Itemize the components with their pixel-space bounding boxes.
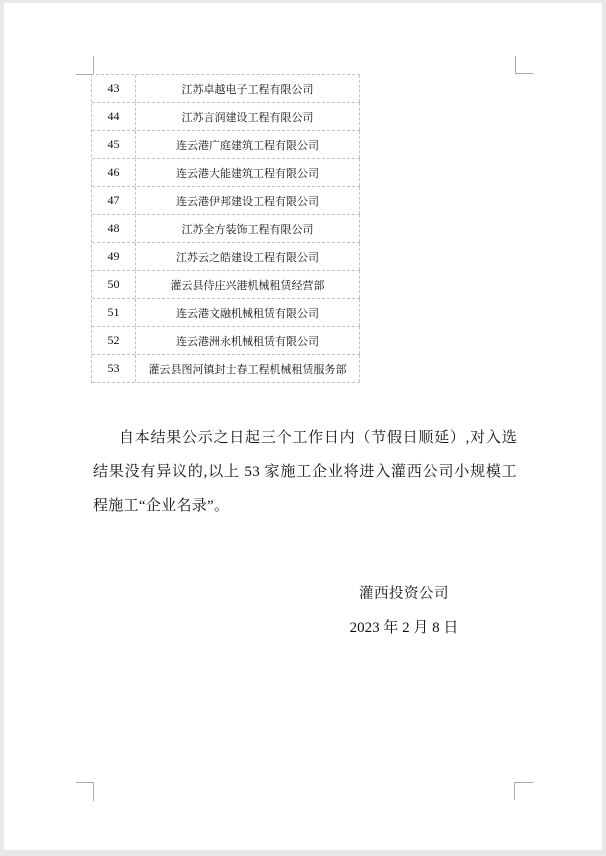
signature-company-name: 灌西投资公司 (359, 586, 449, 602)
row-number-cell: 46 (92, 159, 136, 186)
company-name-cell: 连云港大能建筑工程有限公司 (136, 159, 360, 186)
row-number-cell: 45 (92, 131, 136, 158)
company-name-cell: 连云港伊邦建设工程有限公司 (136, 187, 360, 214)
signature-date: 2023 年 2 月 8 日 (349, 620, 459, 636)
row-number-cell: 48 (92, 215, 136, 242)
table-row (92, 299, 360, 327)
company-name-cell: 江苏卓越电子工程有限公司 (136, 75, 360, 102)
row-number-cell: 51 (92, 299, 136, 326)
text-boundary-mark-bottom-left (76, 782, 94, 801)
row-number-cell: 44 (92, 103, 136, 130)
company-name-cell: 江苏言润建设工程有限公司 (136, 103, 360, 130)
row-number-cell: 50 (92, 271, 136, 298)
company-name-cell: 连云港文融机械租赁有限公司 (136, 299, 360, 326)
table-row (92, 131, 360, 159)
table-row (92, 215, 360, 243)
document-page (4, 3, 602, 850)
table-row (92, 103, 360, 131)
text-boundary-mark-bottom-right (514, 782, 533, 800)
company-list-table (91, 74, 360, 383)
company-name-cell: 连云港广庭建筑工程有限公司 (136, 131, 360, 158)
table-row (92, 243, 360, 271)
row-number-cell: 43 (92, 75, 136, 102)
table-row (92, 75, 360, 103)
company-name-cell: 江苏云之皓建设工程有限公司 (136, 243, 360, 270)
announcement-paragraph: 自本结果公示之日起三个工作日内（节假日顺延）,对入选结果没有异议的,以上 53 家施工企业将进入灌西公司小规模工程施工“企业名录”。 (93, 430, 517, 514)
table-row (92, 187, 360, 215)
text-boundary-mark-top-right (515, 56, 533, 74)
company-name-cell: 连云港洲永机械租赁有限公司 (136, 327, 360, 354)
row-number-cell: 53 (92, 355, 136, 382)
company-name-cell: 江苏全方装饰工程有限公司 (136, 215, 360, 242)
text-boundary-mark-top-left (76, 56, 94, 75)
signature-block (284, 577, 524, 645)
row-number-cell: 49 (92, 243, 136, 270)
table-row (92, 355, 360, 383)
row-number-cell: 47 (92, 187, 136, 214)
company-name-cell: 灌云县图河镇封士春工程机械租赁服务部 (136, 355, 360, 382)
table-row (92, 271, 360, 299)
table-row (92, 159, 360, 187)
company-name-cell: 灌云县侍庄兴港机械租赁经营部 (136, 271, 360, 298)
table-row (92, 327, 360, 355)
row-number-cell: 52 (92, 327, 136, 354)
